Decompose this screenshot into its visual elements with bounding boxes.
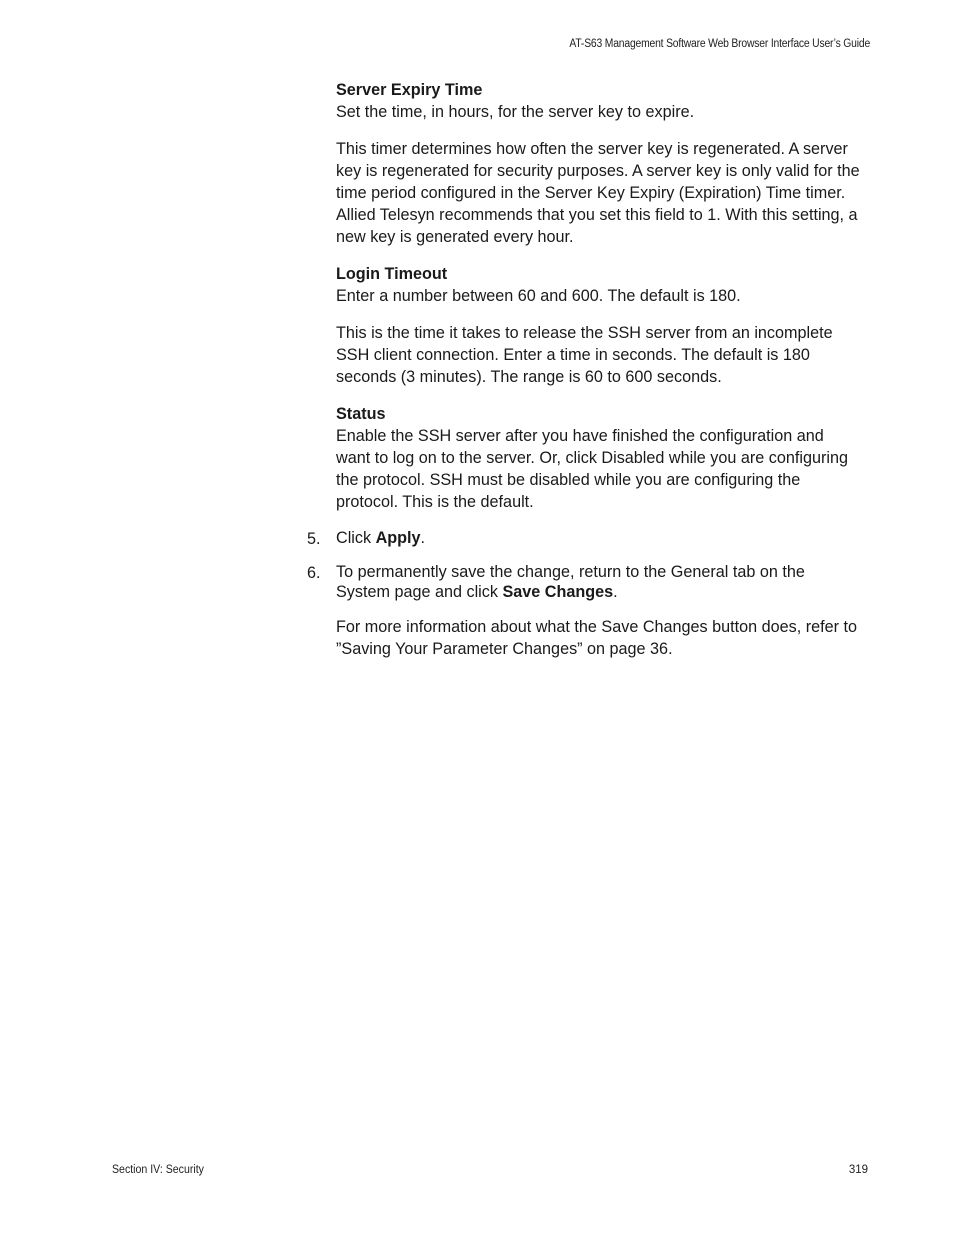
step-5-prefix: Click (336, 529, 376, 547)
step-6-suffix: . (613, 583, 618, 601)
server-expiry-term: Server Expiry Time (336, 81, 483, 99)
apply-label: Apply (375, 529, 421, 547)
running-header: AT-S63 Management Software Web Browser Interface User’s Guide (569, 38, 870, 50)
save-changes-label: Save Changes (502, 583, 614, 601)
step-6-prefix: To permanently save the change, return to the General tab on the System page and click (336, 563, 805, 601)
footer-page-number: 319 (848, 1164, 868, 1176)
step-5-text (336, 528, 861, 548)
step-5-number: 5. (307, 530, 321, 548)
step-6-number: 6. (307, 564, 321, 582)
login-timeout-block (336, 263, 861, 388)
status-term: Status (336, 405, 386, 423)
step-5 (307, 528, 861, 548)
login-timeout-line: Enter a number between 60 and 600. The default is 180. (336, 287, 741, 305)
server-expiry-description: This timer determines how often the server key is regenerated. A server key is regenerated for security purposes. A server key is only valid for the time period configured in the Server Key Expiry (Expiration) Time timer. Allied Telesyn recommends that you set this field to 1. With this setting, a new key is generated every hour. (336, 140, 860, 246)
step-6-text (336, 562, 861, 602)
status-block (336, 403, 861, 513)
step-5-suffix: . (420, 529, 426, 547)
login-timeout-description: This is the time it takes to release the SSH server from an incomplete SSH client connection. Enter a time in seconds. The default is 180 seconds (3 minutes). The range is 60 to 600 seconds. (336, 324, 833, 386)
page-body (307, 79, 861, 674)
server-expiry-line: Set the time, in hours, for the server key to expire. (336, 103, 695, 121)
step-6 (307, 562, 861, 660)
server-expiry-block (336, 79, 861, 248)
footer-section: Section IV: Security (112, 1164, 204, 1176)
step-6-continuation: For more information about what the Save Changes button does, refer to ”Saving Your Parameter Changes” on page 36. (336, 618, 857, 658)
status-description: Enable the SSH server after you have finished the configuration and want to log on to the server. Or, click Disabled while you are configuring the protocol. SSH must be disabled while you are configuring the protocol. This is the default. (336, 427, 848, 511)
login-timeout-term: Login Timeout (336, 265, 448, 283)
